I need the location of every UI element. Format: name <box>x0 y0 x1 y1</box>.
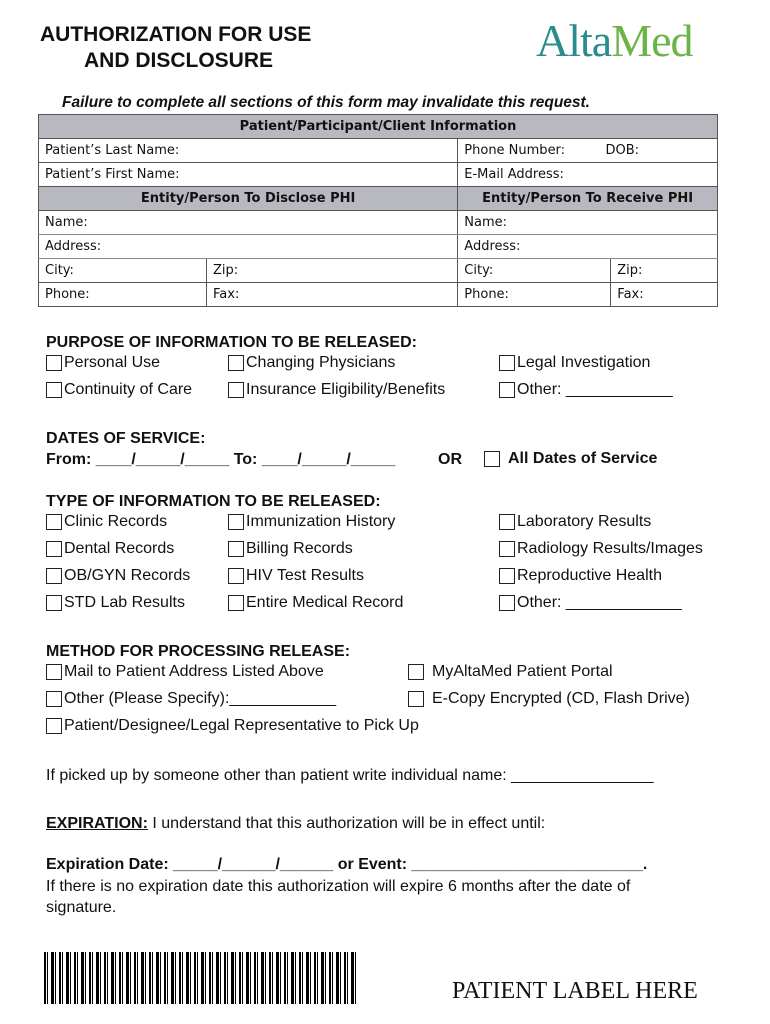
checkbox[interactable] <box>46 718 62 734</box>
purpose-insurance[interactable]: Insurance Eligibility/Benefits <box>228 381 445 399</box>
expiration-date-line[interactable]: Expiration Date: _____/______/______ or Event: __________________________. <box>46 856 648 873</box>
method-other[interactable]: Other (Please Specify):____________ <box>46 690 336 708</box>
disclose-address-field[interactable]: Address: <box>39 235 458 259</box>
checkbox[interactable] <box>228 541 244 557</box>
checkbox[interactable] <box>46 664 62 680</box>
checkbox[interactable] <box>46 514 62 530</box>
dates-or: OR <box>438 451 462 468</box>
checkbox[interactable] <box>228 568 244 584</box>
patient-info-header: Patient/Participant/Client Information <box>39 115 718 139</box>
type-radiology[interactable]: Radiology Results/Images <box>499 540 703 558</box>
checkbox[interactable] <box>484 451 500 467</box>
checkbox[interactable] <box>46 541 62 557</box>
checkbox[interactable] <box>499 382 515 398</box>
purpose-changing-physicians[interactable]: Changing Physicians <box>228 354 395 372</box>
checkbox[interactable] <box>46 568 62 584</box>
receive-city-field[interactable]: City: <box>458 259 611 283</box>
checkbox[interactable] <box>228 382 244 398</box>
last-name-field[interactable]: Patient’s Last Name: <box>39 139 458 163</box>
pickup-name-line[interactable]: If picked up by someone other than patient write individual name: ________________ <box>46 767 654 784</box>
checkbox[interactable] <box>228 595 244 611</box>
checkbox[interactable] <box>499 541 515 557</box>
checkbox[interactable] <box>499 514 515 530</box>
receive-name-field[interactable]: Name: <box>458 211 718 235</box>
receive-header: Entity/Person To Receive PHI <box>458 187 718 211</box>
type-dental[interactable]: Dental Records <box>46 540 174 558</box>
checkbox[interactable] <box>499 355 515 371</box>
checkbox[interactable] <box>499 568 515 584</box>
type-laboratory[interactable]: Laboratory Results <box>499 513 651 531</box>
expiration-note-cont: signature. <box>46 899 117 916</box>
checkbox[interactable] <box>408 691 424 707</box>
type-billing[interactable]: Billing Records <box>228 540 353 558</box>
checkbox[interactable] <box>228 355 244 371</box>
type-other[interactable]: Other: _____________ <box>499 594 682 612</box>
first-name-field[interactable]: Patient’s First Name: <box>39 163 458 187</box>
email-field[interactable]: E-Mail Address: <box>458 163 718 187</box>
barcode <box>44 952 358 1004</box>
disclose-city-field[interactable]: City: <box>39 259 207 283</box>
checkbox[interactable] <box>46 691 62 707</box>
disclose-fax-field[interactable]: Fax: <box>207 283 458 307</box>
expiration-note: If there is no expiration date this authorization will expire 6 months after the date of <box>46 878 631 895</box>
phone-dob-field[interactable]: Phone Number: DOB: <box>458 139 718 163</box>
patient-label: PATIENT LABEL HERE <box>452 978 698 1004</box>
dates-heading: DATES OF SERVICE: <box>46 430 206 447</box>
type-heading: TYPE OF INFORMATION TO BE RELEASED: <box>46 493 381 510</box>
type-obgyn[interactable]: OB/GYN Records <box>46 567 190 585</box>
disclose-header: Entity/Person To Disclose PHI <box>39 187 458 211</box>
type-hiv[interactable]: HIV Test Results <box>228 567 364 585</box>
purpose-personal-use[interactable]: Personal Use <box>46 354 160 372</box>
info-table <box>38 114 718 307</box>
method-portal[interactable]: MyAltaMed Patient Portal <box>408 663 613 681</box>
type-std[interactable]: STD Lab Results <box>46 594 185 612</box>
checkbox[interactable] <box>46 595 62 611</box>
dob-field[interactable]: DOB: <box>605 143 639 158</box>
method-pickup[interactable]: Patient/Designee/Legal Representative to Pick Up <box>46 717 419 735</box>
type-immunization[interactable]: Immunization History <box>228 513 395 531</box>
expiration-statement: EXPIRATION: I understand that this authorization will be in effect until: <box>46 815 546 832</box>
checkbox[interactable] <box>499 595 515 611</box>
purpose-legal-investigation[interactable]: Legal Investigation <box>499 354 650 372</box>
warning-text: Failure to complete all sections of this form may invalidate this request. <box>62 94 590 111</box>
type-clinic-records[interactable]: Clinic Records <box>46 513 167 531</box>
purpose-heading: PURPOSE OF INFORMATION TO BE RELEASED: <box>46 334 417 351</box>
receive-phone-field[interactable]: Phone: <box>458 283 611 307</box>
purpose-other[interactable]: Other: ____________ <box>499 381 673 399</box>
method-mail[interactable]: Mail to Patient Address Listed Above <box>46 663 324 681</box>
dates-from-to[interactable]: From: ____/_____/_____ To: ____/_____/_____ <box>46 451 396 468</box>
receive-fax-field[interactable]: Fax: <box>611 283 718 307</box>
type-reproductive[interactable]: Reproductive Health <box>499 567 662 585</box>
all-dates-option[interactable]: All Dates of Service <box>484 450 657 468</box>
receive-address-field[interactable]: Address: <box>458 235 718 259</box>
checkbox[interactable] <box>228 514 244 530</box>
checkbox[interactable] <box>46 355 62 371</box>
disclose-zip-field[interactable]: Zip: <box>207 259 458 283</box>
checkbox[interactable] <box>46 382 62 398</box>
disclose-name-field[interactable]: Name: <box>39 211 458 235</box>
receive-zip-field[interactable]: Zip: <box>611 259 718 283</box>
form-title: AUTHORIZATION FOR USE AND DISCLOSURE <box>40 23 312 72</box>
method-ecopy[interactable]: E-Copy Encrypted (CD, Flash Drive) <box>408 690 690 708</box>
purpose-continuity-of-care[interactable]: Continuity of Care <box>46 381 192 399</box>
method-heading: METHOD FOR PROCESSING RELEASE: <box>46 643 351 660</box>
checkbox[interactable] <box>408 664 424 680</box>
altamed-logo: AltaMed <box>536 15 693 66</box>
type-entire-record[interactable]: Entire Medical Record <box>228 594 403 612</box>
disclose-phone-field[interactable]: Phone: <box>39 283 207 307</box>
